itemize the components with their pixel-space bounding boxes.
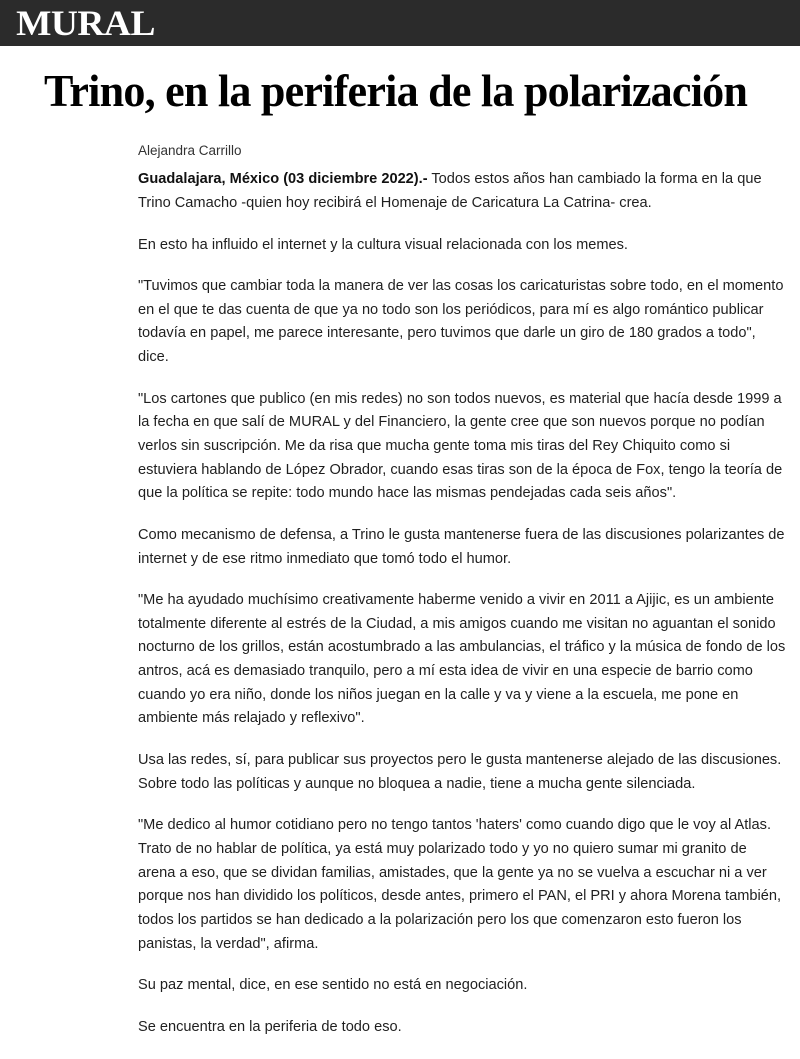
headline-container bbox=[0, 46, 800, 116]
paragraph: Usa las redes, sí, para publicar sus proyectos pero le gusta mantenerse alejado de las discusiones. Sobre todo las políticas y aunque no bloquea a nadie, tiene a mucha gente silenciada. bbox=[138, 752, 782, 792]
article-body bbox=[0, 116, 800, 1059]
page-title: Trino, en la periferia de la polarización bbox=[44, 66, 748, 116]
dateline: Guadalajara, México (03 diciembre 2022).- bbox=[138, 171, 428, 188]
paragraph: En esto ha influido el internet y la cultura visual relacionada con los memes. bbox=[138, 236, 628, 253]
byline: Alejandra Carrillo bbox=[138, 142, 242, 158]
paragraph: "Tuvimos que cambiar toda la manera de ver las cosas los caricaturistas sobre todo, en el momento en el que te das cuenta de que ya no todo son los periódicos, para mí es algo romántico publicar todavía en papel, me parece interesante, pero tuvimos que darle un giro de 180 grados a todo", dice. bbox=[138, 278, 784, 366]
paragraph: "Me dedico al humor cotidiano pero no tengo tantos 'haters' como cuando digo que le voy al Atlas. Trato de no hablar de política, ya está muy polarizado todo y yo no quiero sumar mi granito de arena a eso, que se dividan familias, amistades, que la gente ya no se vuelva a escuchar ni a ver porque nos han dividido los políticos, desde antes, primero el PAN, el PRI y ahora Morena también, todos los partidos se han dedicado a la polarización pero los que comenzaron esto fueron los panistas, la verdad", afirma. bbox=[138, 817, 782, 952]
paragraph: Se encuentra en la periferia de todo eso. bbox=[138, 1018, 402, 1035]
masthead-bar bbox=[0, 0, 800, 46]
paragraph: "Me ha ayudado muchísimo creativamente haberme venido a vivir en 2011 a Ajijic, es un ambiente totalmente diferente al estrés de la Ciudad, a mis amigos cuando me visitan no aguantan el sonido nocturno de los grillos, están acostumbrado a las ambulancias, el tráfico y la música de fondo de los antros, acá es demasiado tranquilo, pero a mí esta idea de vivir en una especie de barrio como cuando yo era niño, donde los niños juegan en la calle y va y viene a la escuela, me pone en ambiente más relajado y reflexivo". bbox=[138, 592, 786, 727]
paragraph: Su paz mental, dice, en ese sentido no está en negociación. bbox=[138, 977, 528, 994]
paragraph: "Los cartones que publico (en mis redes) no son todos nuevos, es material que hacía desde 1999 a la fecha en que salí de MURAL y del Financiero, la gente cree que son nuevos porque no podían verlos sin suscripción. Me da risa que mucha gente toma mis tiras del Rey Chiquito como si estuviera hablando de López Obrador, cuando esas tiras son de la época de Fox, tengo la teoría de que la política se repite: todo mundo hace las mismas pendejadas cada seis años". bbox=[138, 390, 783, 502]
paragraph-lead bbox=[138, 168, 786, 215]
paragraph: Como mecanismo de defensa, a Trino le gusta mantenerse fuera de las discusiones polarizantes de internet y de ese ritmo inmediato que tomó todo el humor. bbox=[138, 526, 785, 567]
mural-logo[interactable]: MURAL bbox=[16, 3, 155, 43]
paragraph-text: Todos estos años han cambiado la forma en la que Trino Camacho -quien hoy recibirá el Homenaje de Caricatura La Catrina- crea. bbox=[138, 171, 762, 211]
